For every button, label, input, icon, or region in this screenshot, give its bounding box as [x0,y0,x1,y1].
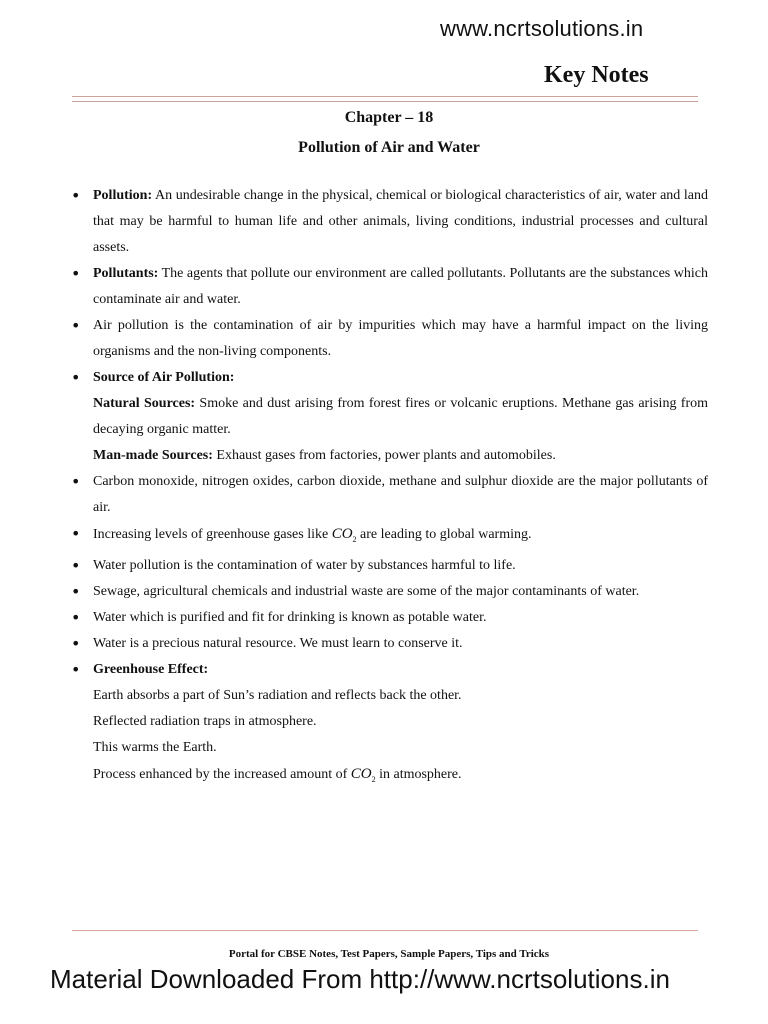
list-item [72,553,708,579]
list-item [72,313,708,365]
term-manmade-sources: Man-made Sources: [93,448,213,463]
co2-formula: $CO_2$ [331,526,357,544]
greenhouse-line: Process enhanced by the increased amount of $CO_2$ in atmosphere. [93,766,462,784]
note-text: Increasing levels of greenhouse gases like [93,527,332,542]
note-text: are leading to global warming. [356,527,532,542]
key-notes-label: Key Notes [544,62,649,88]
page-title: Pollution of Air and Water [298,139,480,156]
note-text: Exhaust gases from factories, power plants and automobiles. [212,448,556,463]
note-text: Smoke and dust arising from forest fires or volcanic eruptions. Methane gas arising from decaying organic matter. [93,396,709,437]
note-text: Carbon monoxide, nitrogen oxides, carbon dioxide, methane and sulphur dioxide are the major pollutants of air. [93,474,708,515]
greenhouse-line: Earth absorbs a part of Sun’s radiation and reflects back the other. [93,688,462,703]
list-item [72,365,708,469]
list-item [72,183,708,261]
natural-sources-paragraph [93,391,708,443]
list-item [72,605,708,631]
note-text: Water is a precious natural resource. We must learn to conserve it. [93,636,463,651]
header-divider [72,96,698,102]
co2-formula: $CO_2$ [350,766,376,784]
footer-download-banner: Material Downloaded From http://www.ncrtsolutions.in [50,964,670,994]
manmade-sources-paragraph [93,443,708,469]
list-item [72,631,708,657]
term-greenhouse-effect: Greenhouse Effect: [93,662,209,677]
greenhouse-line: Reflected radiation traps in atmosphere. [93,714,317,729]
site-url: www.ncrtsolutions.in [440,16,644,41]
list-item [72,657,708,793]
note-text: The agents that pollute our environment are called pollutants. Pollutants are the substances which contaminate air and water. [93,266,708,307]
term-pollution: Pollution: [93,188,153,203]
term-source-of-air-pollution: Source of Air Pollution: [93,370,235,385]
note-text: Water pollution is the contamination of water by substances harmful to life. [93,558,516,573]
note-text: Water which is purified and fit for drinking is known as potable water. [93,610,487,625]
list-item [72,261,708,313]
greenhouse-line: This warms the Earth. [93,740,217,755]
footer-divider [72,930,698,931]
footer-tagline: Portal for CBSE Notes, Test Papers, Sample Papers, Tips and Tricks [228,948,550,960]
chapter-heading: Chapter – 18 [344,109,434,126]
note-text: Sewage, agricultural chemicals and industrial waste are some of the major contaminants of water. [93,584,640,599]
term-natural-sources: Natural Sources: [93,396,196,411]
list-item [72,521,708,553]
note-text: An undesirable change in the physical, chemical or biological characteristics of air, water and land that may be harmful to human life and other animals, living conditions, industrial processes and cultural assets. [93,188,708,255]
note-text: Air pollution is the contamination of air by impurities which may have a harmful impact on the living organisms and the non-living components. [93,318,708,359]
list-item [72,469,708,521]
term-pollutants: Pollutants: [93,266,159,281]
key-notes-list [72,183,708,793]
list-item [72,579,708,605]
